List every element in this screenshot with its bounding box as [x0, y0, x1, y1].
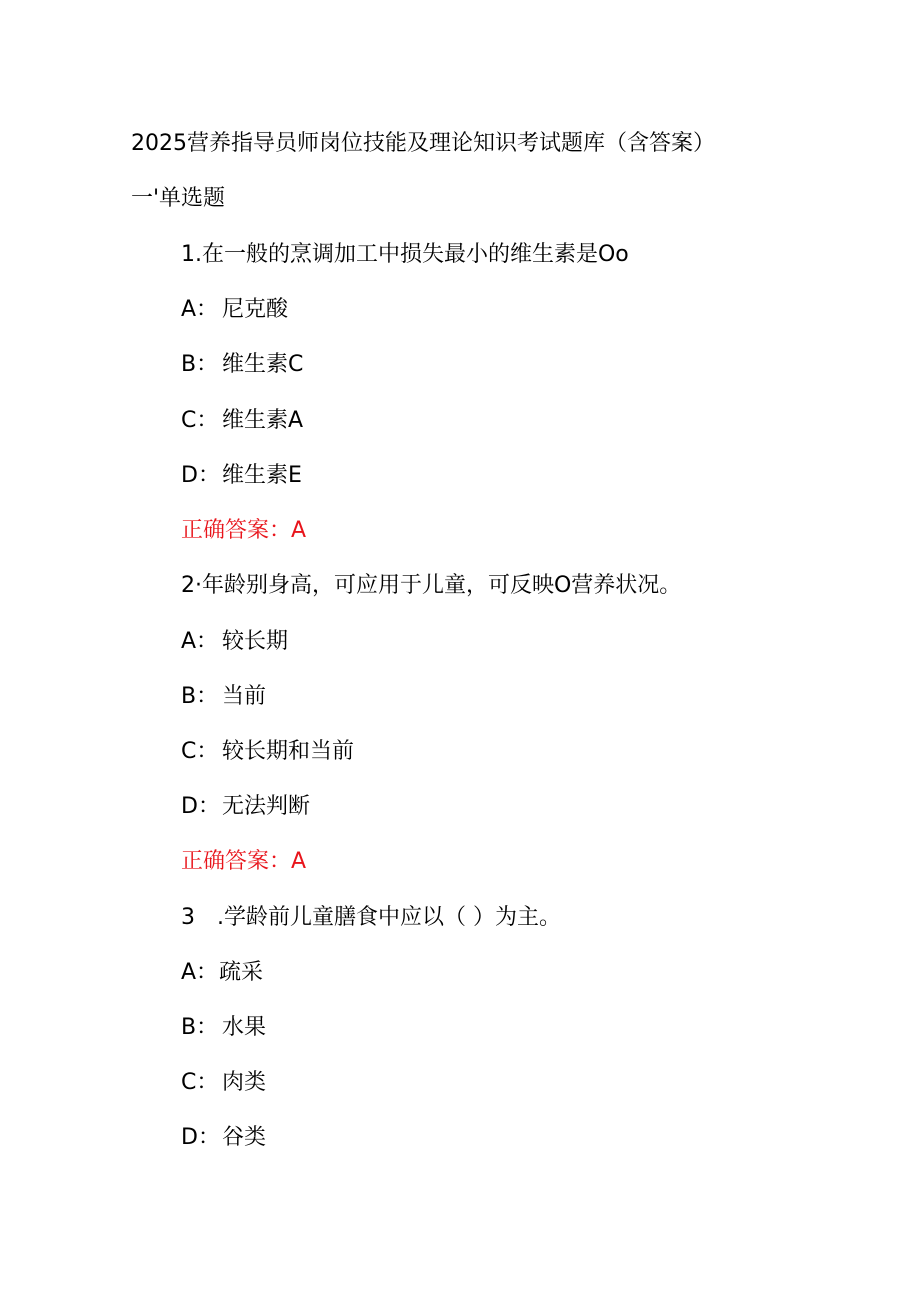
option-text: 谷类: [222, 1125, 267, 1150]
question-3-option-d: [181, 1124, 266, 1152]
question-2-stem: 2·年龄别身高，可应用于儿童，可反映O营养状况。: [181, 573, 682, 598]
option-key: A：: [181, 960, 219, 985]
question-3-option-a: [181, 959, 263, 987]
question-2-option-b: [181, 683, 266, 711]
option-text: 较长期: [222, 629, 289, 654]
option-key: D：: [181, 463, 220, 488]
option-key: B：: [181, 684, 219, 709]
question-2-answer: 正确答案：A: [181, 849, 307, 874]
option-key: A：: [181, 629, 219, 654]
question-1-stem: 1.在一般的烹调加工中损失最小的维生素是Oo: [181, 242, 629, 267]
option-text: 维生素C: [222, 352, 304, 377]
option-key: C：: [181, 408, 219, 433]
question-1-option-d: [181, 462, 302, 490]
section-heading: 一'单选题: [131, 186, 226, 211]
option-text: 疏采: [219, 960, 264, 985]
question-1-option-b: [181, 351, 303, 379]
option-text: 维生素E: [222, 463, 302, 488]
question-2-option-c: [181, 738, 354, 766]
question-3-option-c: [181, 1069, 266, 1097]
option-key: D：: [181, 1125, 220, 1150]
document-title: 2025营养指导员师岗位技能及理论知识考试题库（含答案）: [131, 131, 715, 156]
option-key: D：: [181, 794, 220, 819]
question-2-option-a: [181, 628, 288, 656]
option-text: 无法判断: [222, 794, 311, 819]
question-2-option-d: [181, 793, 310, 821]
option-text: 较长期和当前: [222, 739, 355, 764]
option-text: 水果: [222, 1015, 267, 1040]
option-text: 维生素A: [222, 408, 304, 433]
option-key: B：: [181, 352, 219, 377]
option-key: A：: [181, 297, 219, 322]
question-1-option-a: [181, 296, 288, 324]
option-key: C：: [181, 739, 219, 764]
question-1-option-c: [181, 407, 303, 435]
option-text: 肉类: [222, 1070, 267, 1095]
question-3-stem: 3 .学龄前儿童膳食中应以（ ）为主。: [181, 905, 561, 930]
question-1-answer: 正确答案：A: [181, 518, 307, 543]
option-key: B：: [181, 1015, 219, 1040]
option-text: 当前: [222, 684, 267, 709]
question-3-option-b: [181, 1014, 266, 1042]
option-text: 尼克酸: [222, 297, 289, 322]
option-key: C：: [181, 1070, 219, 1095]
